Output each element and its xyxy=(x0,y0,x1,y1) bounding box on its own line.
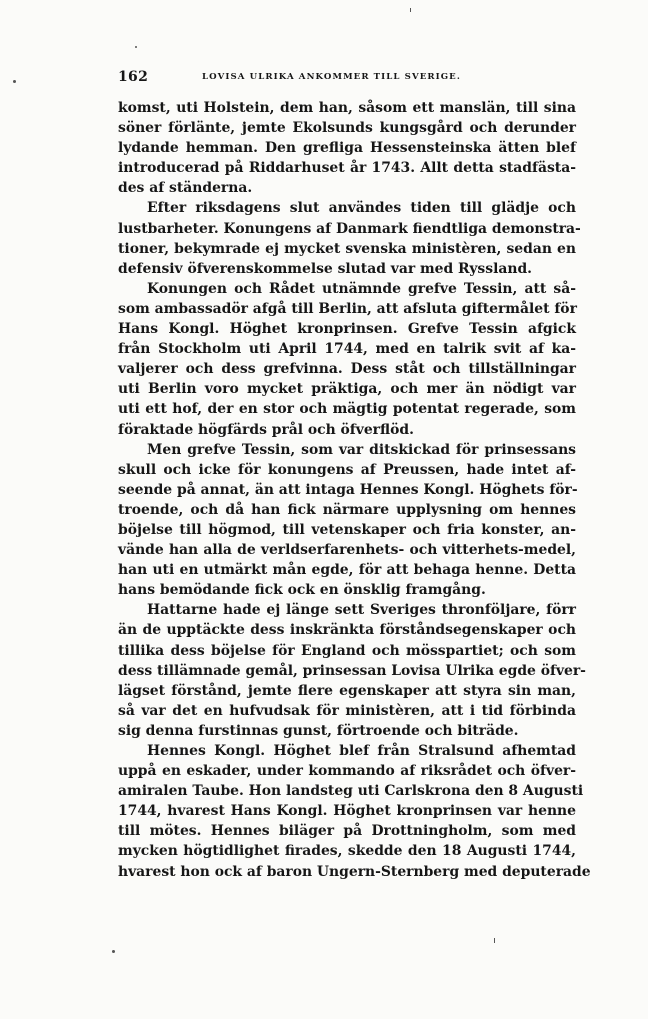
text-line: hvarest hon ock af baron Ungern-Sternberg med deputerade xyxy=(118,863,591,880)
text-line: seende på annat, än att intaga Hennes Kongl. Höghets för- xyxy=(118,481,578,498)
text-line: Hennes Kongl. Höghet blef från Stralsund afhemtad xyxy=(147,743,576,759)
text-line: komst, uti Holstein, dem han, såsom ett manslän, till sina xyxy=(118,100,576,116)
text-line: Konungen och Rådet utnämnde grefve Tessin, att så- xyxy=(147,280,576,297)
text-line: lydande hemman. Den grefliga Hessensteinska ätten blef xyxy=(118,140,576,157)
scan-speck xyxy=(494,938,495,943)
text-line: troende, och då han fick närmare upplysning om hennes xyxy=(118,501,576,518)
text-line: till mötes. Hennes biläger på Drottningholm, som med xyxy=(118,823,576,840)
text-line: uppå en eskader, under kommando af riksrådet och öfver- xyxy=(118,763,576,780)
text-line: böjelse till högmod, till vetenskaper och fria konster, an- xyxy=(118,521,576,538)
text-line: från Stockholm uti April 1744, med en talrik svit af ka- xyxy=(118,341,576,358)
text-line: tioner, bekymrade ej mycket svenska ministèren, sedan en xyxy=(118,240,576,257)
text-line: valjerer och dess grefvinna. Dess ståt och tillställningar xyxy=(118,361,576,378)
text-line: mycken högtidlighet firades, skedde den 18 Augusti 1744, xyxy=(118,843,576,860)
text-line: hans bemödande fick ock en önsklig framgång. xyxy=(118,582,486,599)
text-line: vände han alla de verldserfarenhets- och vitterhets-medel, xyxy=(118,542,576,559)
text-line: tillika dess böjelse för England och mösspartiet; och som xyxy=(118,642,576,659)
text-line: uti ett hof, der en stor och mägtig potentat regerade, som xyxy=(118,401,576,418)
body-text xyxy=(118,98,591,882)
text-line: skull och icke för konungens af Preussen, hade intet af- xyxy=(118,461,576,478)
text-line: Hattarne hade ej länge sett Sveriges thronföljare, förr xyxy=(147,602,576,619)
scan-speck xyxy=(13,80,16,83)
text-line: föraktade högfärds prål och öfverflöd. xyxy=(118,421,414,438)
text-line: amiralen Taube. Hon landsteg uti Carlskrona den 8 Augusti xyxy=(118,783,584,800)
page-number: 162 xyxy=(118,69,149,85)
running-title: LOVISA ULRIKA ANKOMMER TILL SVERIGE. xyxy=(202,72,461,82)
text-line: defensiv öfverenskommelse slutad var med Ryssland. xyxy=(118,260,532,277)
text-line: uti Berlin voro mycket präktiga, och mer än nödigt var xyxy=(118,381,576,398)
text-line: lustbarheter. Konungens af Danmark fiendtliga demonstra- xyxy=(118,220,581,237)
text-line: Hans Kongl. Höghet kronprinsen. Grefve Tessin afgick xyxy=(118,321,576,338)
text-line: han uti en utmärkt mån egde, för att behaga henne. Detta xyxy=(118,562,576,579)
text-line: söner förlänte, jemte Ekolsunds kungsgård och derunder xyxy=(118,120,576,137)
text-line: 1744, hvarest Hans Kongl. Höghet kronprinsen var henne xyxy=(118,803,576,820)
text-line: dess tillämnade gemål, prinsessan Lovisa Ulrika egde öfver- xyxy=(118,662,586,679)
text-line: des af ständerna. xyxy=(118,180,253,197)
scan-speck xyxy=(112,950,115,953)
text-line: än de upptäckte dess inskränkta förståndsegenskaper och xyxy=(118,622,576,639)
text-line: introducerad på Riddarhuset år 1743. Allt detta stadfästa- xyxy=(118,160,576,177)
text-line: Men grefve Tessin, som var ditskickad för prinsessans xyxy=(147,441,576,458)
text-line: sig denna furstinnas gunst, förtroende och biträde. xyxy=(118,722,519,739)
text-line: som ambassadör afgå till Berlin, att afsluta giftermålet för xyxy=(118,300,577,317)
page-header xyxy=(118,69,578,89)
scan-speck xyxy=(410,8,411,12)
text-line: Efter riksdagens slut användes tiden till glädje och xyxy=(147,200,576,217)
text-line: lägset förstånd, jemte flere egenskaper att styra sin man, xyxy=(118,682,576,699)
scan-speck xyxy=(135,46,137,48)
text-line: så var det en hufvudsak för ministèren, att i tid förbinda xyxy=(118,702,576,719)
